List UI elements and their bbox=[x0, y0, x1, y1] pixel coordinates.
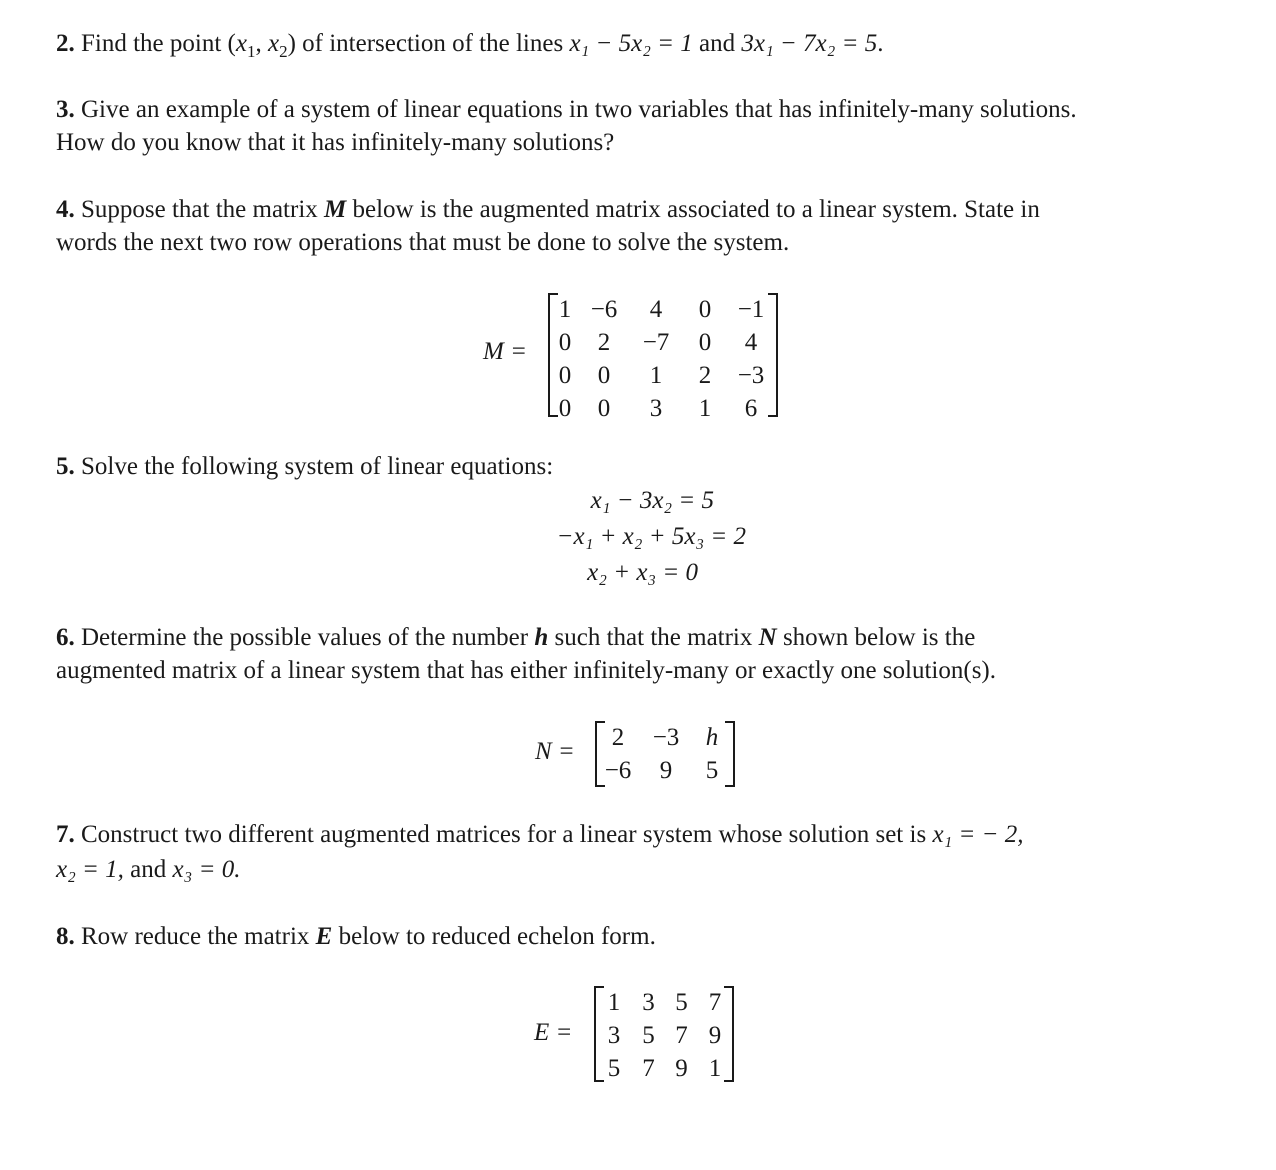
subscript: 1 bbox=[246, 42, 256, 61]
bracket bbox=[724, 1080, 732, 1082]
linear-system bbox=[530, 483, 746, 591]
solution-x2: x₂ = 1, bbox=[56, 856, 124, 883]
matrix-cell: 0 bbox=[597, 362, 611, 389]
var-x1: x bbox=[235, 30, 247, 57]
system-equation-1: x₁ − 3x₂ = 5 bbox=[590, 487, 714, 514]
problem-3-line-2: How do you know that it has infinitely-many solutions? bbox=[56, 129, 615, 156]
matrix-cell: −6 bbox=[590, 296, 618, 323]
problem-5 bbox=[56, 450, 553, 483]
matrix-cell: 3 bbox=[642, 989, 655, 1016]
matrix-cell: h bbox=[705, 724, 719, 751]
matrix-cell: 2 bbox=[698, 362, 712, 389]
problem-text: shown below is the bbox=[776, 624, 976, 651]
matrix-cell: 0 bbox=[698, 296, 712, 323]
conjunction: and bbox=[692, 30, 742, 57]
problem-7-line-1 bbox=[56, 818, 1023, 851]
problem-text: such that the matrix bbox=[548, 624, 759, 651]
matrix-cell: 2 bbox=[597, 329, 611, 356]
bracket bbox=[550, 293, 558, 295]
solution-x1: x₁ = − 2, bbox=[932, 821, 1024, 848]
problem-8 bbox=[56, 920, 656, 953]
matrix-cell: 9 bbox=[675, 1055, 688, 1082]
bracket bbox=[596, 986, 604, 988]
matrix-e-label: E = bbox=[534, 1019, 573, 1046]
var-x2: x bbox=[267, 30, 280, 57]
problem-number: 7. bbox=[56, 821, 75, 848]
matrix-cell: 1 bbox=[708, 1055, 722, 1082]
matrix-cell: 4 bbox=[649, 296, 663, 323]
bracket bbox=[597, 721, 605, 723]
bracket bbox=[724, 986, 732, 988]
bracket bbox=[550, 415, 558, 417]
problem-6-line-2: augmented matrix of a linear system that has either infinitely-many or exactly one solution(s). bbox=[56, 657, 997, 684]
bracket bbox=[596, 1080, 604, 1082]
system-equation-2: −x₁ + x₂ + 5x₃ = 2 bbox=[556, 523, 746, 550]
matrix-cell: 0 bbox=[558, 362, 572, 389]
problem-2 bbox=[56, 27, 883, 60]
var-n: N bbox=[758, 624, 777, 651]
matrix-cell: 3 bbox=[649, 395, 663, 422]
matrix-e bbox=[594, 986, 734, 1082]
problem-number: 2. bbox=[56, 30, 75, 57]
subscript: 2 bbox=[279, 42, 288, 61]
problem-4-line-2: words the next two row operations that must be done to solve the system. bbox=[56, 229, 790, 256]
matrix-cell: −6 bbox=[604, 757, 632, 784]
matrix-cell: 1 bbox=[649, 362, 663, 389]
matrix-cell: −3 bbox=[737, 362, 765, 389]
matrix-cell: 1 bbox=[607, 989, 621, 1016]
matrix-cell: 0 bbox=[597, 395, 611, 422]
matrix-cell: 7 bbox=[675, 1022, 688, 1049]
matrix-cell: 1 bbox=[558, 296, 572, 323]
matrix-cell: 9 bbox=[708, 1022, 722, 1049]
matrix-cell: 7 bbox=[708, 989, 722, 1016]
bracket bbox=[725, 785, 733, 787]
matrix-cell: 5 bbox=[705, 757, 719, 784]
problem-text: Determine the possible values of the number bbox=[81, 624, 535, 651]
bracket bbox=[725, 721, 733, 723]
matrix-cell: 5 bbox=[675, 989, 688, 1016]
problem-text: Suppose that the matrix bbox=[81, 196, 325, 223]
problem-number: 3. bbox=[56, 96, 75, 123]
problem-text: Row reduce the matrix bbox=[81, 923, 316, 950]
bracket bbox=[768, 293, 776, 295]
problem-number: 4. bbox=[56, 196, 75, 223]
matrix-cell: −1 bbox=[737, 296, 765, 323]
problem-6-line-1 bbox=[56, 621, 975, 654]
equation-2: 3x₁ − 7x₂ = 5 bbox=[741, 30, 878, 57]
period: . bbox=[877, 30, 884, 57]
matrix-cell: 2 bbox=[611, 724, 625, 751]
problem-text: below is the augmented matrix associated to a linear system. State in bbox=[346, 196, 1040, 223]
matrix-cell: 9 bbox=[659, 757, 673, 784]
matrix-cell: 1 bbox=[698, 395, 712, 422]
matrix-n bbox=[595, 721, 735, 787]
matrix-cell: 4 bbox=[744, 329, 758, 356]
bracket bbox=[768, 415, 776, 417]
problem-text: ) of intersection of the lines bbox=[287, 30, 570, 57]
problem-4-line-1 bbox=[56, 193, 1040, 226]
equation-1: x₁ − 5x₂ = 1 bbox=[569, 30, 693, 57]
conjunction: and bbox=[123, 856, 173, 883]
problem-3-line-1 bbox=[56, 93, 1077, 126]
problem-text: Solve the following system of linear equations: bbox=[81, 453, 554, 480]
solution-x3: x₃ = 0. bbox=[172, 856, 241, 883]
problem-text: Construct two different augmented matrices for a linear system whose solution set is bbox=[81, 821, 933, 848]
matrix-cell: 0 bbox=[698, 329, 712, 356]
problem-7-line-2 bbox=[56, 853, 240, 886]
var-e: E bbox=[315, 923, 333, 950]
problem-text: Find the point ( bbox=[81, 30, 236, 57]
matrix-cell: 0 bbox=[558, 395, 572, 422]
matrix-cell: 5 bbox=[607, 1055, 621, 1082]
problem-text: Give an example of a system of linear equations in two variables that has infinitely-many solutions. bbox=[81, 96, 1077, 123]
matrix-cell: 7 bbox=[642, 1055, 655, 1082]
matrix-cell: 0 bbox=[558, 329, 572, 356]
problem-text: below to reduced echelon form. bbox=[332, 923, 656, 950]
comma: , bbox=[255, 30, 268, 57]
var-m: M bbox=[324, 196, 347, 223]
matrix-cell: 5 bbox=[642, 1022, 655, 1049]
matrix-m-label: M = bbox=[483, 338, 527, 365]
matrix-m bbox=[548, 293, 778, 422]
matrix-cell: −7 bbox=[642, 329, 670, 356]
system-equation-3: x₂ + x₃ = 0 bbox=[587, 559, 698, 586]
matrix-cell: −3 bbox=[652, 724, 680, 751]
matrix-cell: 6 bbox=[744, 395, 758, 422]
problem-number: 6. bbox=[56, 624, 75, 651]
matrix-cell: 3 bbox=[607, 1022, 621, 1049]
matrix-n-label: N = bbox=[535, 738, 575, 765]
problem-number: 8. bbox=[56, 923, 75, 950]
problem-number: 5. bbox=[56, 453, 75, 480]
bracket bbox=[597, 785, 605, 787]
var-h: h bbox=[534, 624, 549, 651]
